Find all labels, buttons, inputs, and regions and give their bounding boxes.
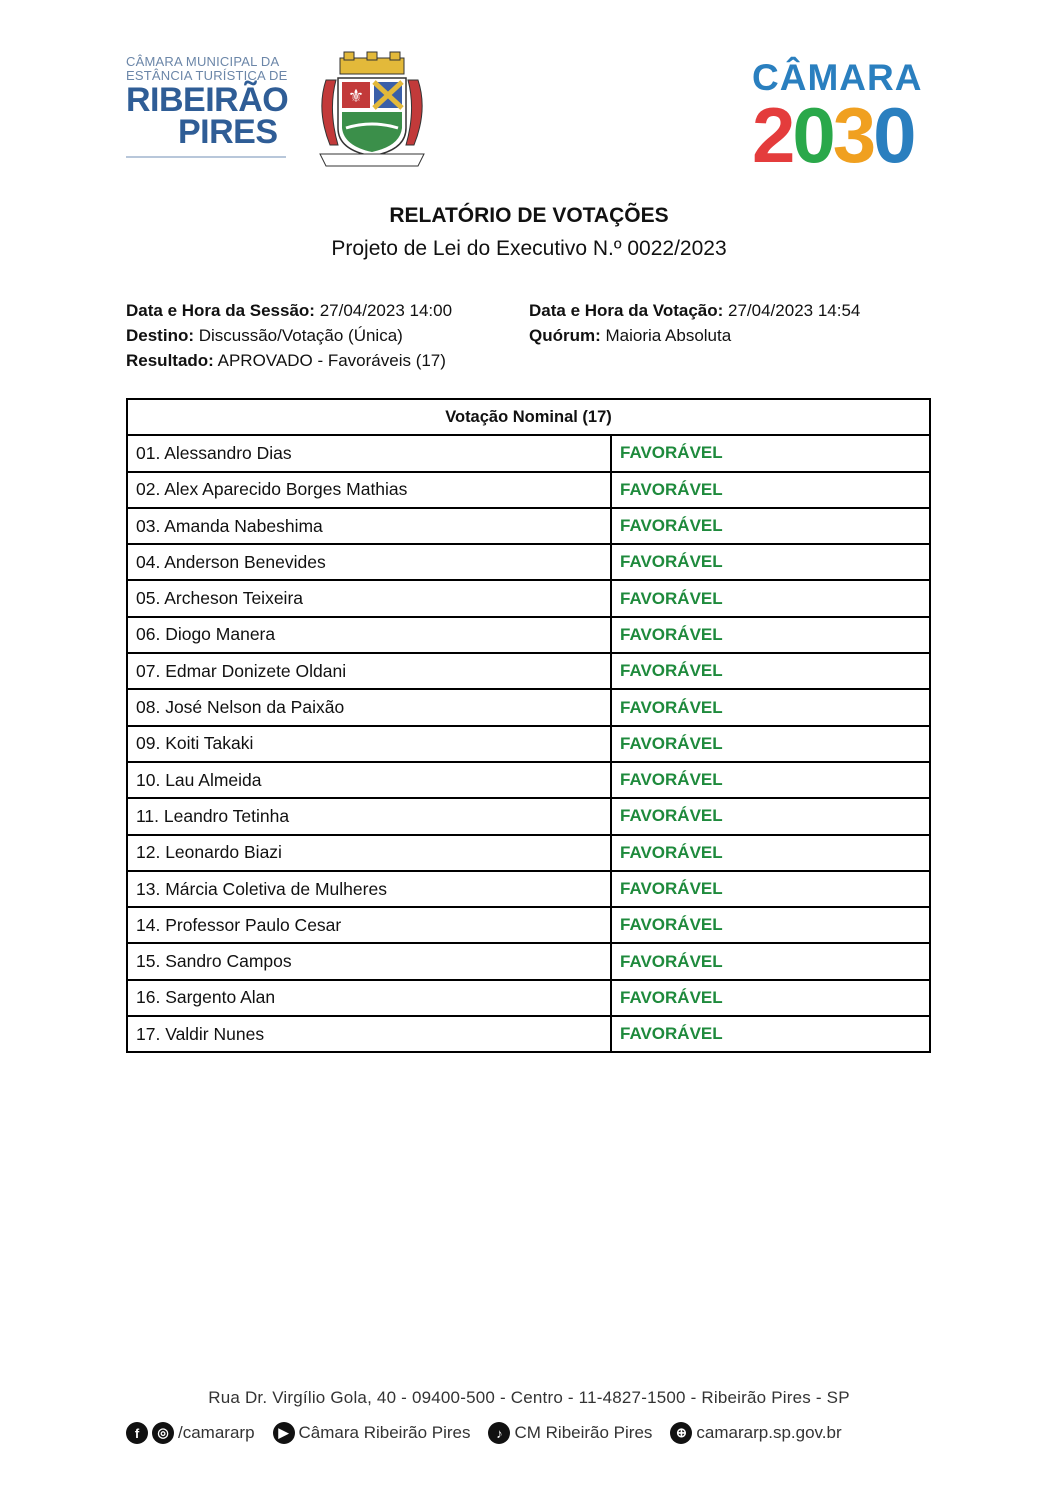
report-subtitle: Projeto de Lei do Executivo N.º 0022/2023 [331, 237, 727, 260]
vote-table [126, 398, 931, 1053]
municipal-crest [312, 50, 432, 170]
report-title: RELATÓRIO DE VOTAÇÕES [389, 204, 669, 227]
table-row [127, 617, 930, 653]
vote-status: FAVORÁVEL [611, 871, 930, 907]
resultado-label: Resultado: [126, 351, 214, 370]
vote-status: FAVORÁVEL [611, 1016, 930, 1052]
councillor-name: 15. Sandro Campos [127, 943, 611, 979]
table-row [127, 835, 930, 871]
table-row [127, 653, 930, 689]
table-row [127, 472, 930, 508]
vote-status: FAVORÁVEL [611, 508, 930, 544]
table-row [127, 980, 930, 1016]
councillor-name: 03. Amanda Nabeshima [127, 508, 611, 544]
logo-line-2: ESTÂNCIA TURÍSTICA DE [126, 68, 288, 83]
quorum [529, 323, 860, 348]
youtube-group [273, 1422, 471, 1444]
session-label: Data e Hora da Sessão: [126, 301, 315, 320]
councillor-name: 11. Leandro Tetinha [127, 798, 611, 834]
camara-2030-logo [752, 58, 937, 180]
vote-status: FAVORÁVEL [611, 798, 930, 834]
vote-status: FAVORÁVEL [611, 980, 930, 1016]
year-digit: 0 [792, 91, 833, 179]
crest-icon [312, 50, 432, 170]
social-handle: /camararp [178, 1423, 255, 1442]
tiktok-group [488, 1422, 652, 1444]
resultado-value: APROVADO - Favoráveis (17) [213, 351, 446, 370]
councillor-name: 14. Professor Paulo Cesar [127, 907, 611, 943]
councillor-name: 17. Valdir Nunes [127, 1016, 611, 1052]
councillor-name: 06. Diogo Manera [127, 617, 611, 653]
resultado [126, 348, 452, 373]
facebook-icon: f [126, 1422, 148, 1444]
logo-line-1: CÂMARA MUNICIPAL DA [126, 54, 280, 69]
year-digit: 2 [752, 91, 793, 179]
vote-status: FAVORÁVEL [611, 835, 930, 871]
table-row [127, 798, 930, 834]
vote-status: FAVORÁVEL [611, 435, 930, 471]
vote-value: 27/04/2023 14:54 [723, 301, 861, 320]
table-header: Votação Nominal (17) [127, 399, 930, 435]
vote-status: FAVORÁVEL [611, 726, 930, 762]
vote-status: FAVORÁVEL [611, 907, 930, 943]
meta-right [529, 298, 860, 348]
table-row [127, 762, 930, 798]
vote-datetime [529, 298, 860, 323]
social-handle-group [126, 1422, 255, 1444]
table-row [127, 580, 930, 616]
svg-text:⚜: ⚜ [347, 86, 365, 107]
councillor-name: 08. José Nelson da Paixão [127, 689, 611, 725]
councillor-name: 05. Archeson Teixeira [127, 580, 611, 616]
session-value: 27/04/2023 14:00 [314, 301, 453, 320]
globe-icon: ⊕ [670, 1422, 692, 1444]
table-row [127, 726, 930, 762]
tiktok-handle: CM Ribeirão Pires [514, 1423, 653, 1442]
logo-year [752, 91, 937, 179]
footer-address: Rua Dr. Virgílio Gola, 40 - 09400-500 - Centro - 11-4827-1500 - Ribeirão Pires - SP [208, 1388, 850, 1407]
councillor-name: 01. Alessandro Dias [127, 435, 611, 471]
logo-underline [126, 156, 286, 158]
website: camararp.sp.gov.br [696, 1423, 842, 1442]
councillor-name: 07. Edmar Donizete Oldani [127, 653, 611, 689]
table-row [127, 435, 930, 471]
table-header-row [127, 399, 930, 435]
logo-line-4: PIRES [178, 113, 278, 151]
vote-status: FAVORÁVEL [611, 943, 930, 979]
logo-line-3: RIBEIRÃO [126, 81, 289, 119]
table-row [127, 508, 930, 544]
table-row [127, 907, 930, 943]
table-row [127, 544, 930, 580]
meta-left [126, 298, 452, 373]
vote-status: FAVORÁVEL [611, 689, 930, 725]
logo-word: CÂMARA [752, 57, 923, 98]
session-datetime [126, 298, 452, 323]
year-digit: 0 [873, 91, 914, 179]
instagram-icon: ◎ [152, 1422, 174, 1444]
destino [126, 323, 452, 348]
youtube-icon: ▶ [273, 1422, 295, 1444]
vote-status: FAVORÁVEL [611, 762, 930, 798]
councillor-name: 16. Sargento Alan [127, 980, 611, 1016]
table-row [127, 871, 930, 907]
footer-social [126, 1418, 936, 1448]
vote-status: FAVORÁVEL [611, 544, 930, 580]
councillor-name: 13. Márcia Coletiva de Mulheres [127, 871, 611, 907]
councillor-name: 02. Alex Aparecido Borges Mathias [127, 472, 611, 508]
table-row [127, 1016, 930, 1052]
vote-label: Data e Hora da Votação: [529, 301, 724, 320]
councillor-name: 04. Anderson Benevides [127, 544, 611, 580]
table-row [127, 943, 930, 979]
vote-status: FAVORÁVEL [611, 580, 930, 616]
councillor-name: 10. Lau Almeida [127, 762, 611, 798]
camara-logo [126, 55, 296, 165]
quorum-label: Quórum: [529, 326, 601, 345]
table-row [127, 689, 930, 725]
website-group [670, 1422, 841, 1444]
year-digit: 3 [832, 91, 874, 179]
quorum-value: Maioria Absoluta [600, 326, 732, 345]
youtube-channel: Câmara Ribeirão Pires [298, 1423, 471, 1442]
destino-label: Destino: [126, 326, 194, 345]
vote-status: FAVORÁVEL [611, 472, 930, 508]
councillor-name: 09. Koiti Takaki [127, 726, 611, 762]
vote-status: FAVORÁVEL [611, 617, 930, 653]
tiktok-icon: ♪ [488, 1422, 510, 1444]
councillor-name: 12. Leonardo Biazi [127, 835, 611, 871]
vote-rows [127, 435, 930, 1052]
destino-value: Discussão/Votação (Única) [194, 326, 403, 345]
vote-status: FAVORÁVEL [611, 653, 930, 689]
